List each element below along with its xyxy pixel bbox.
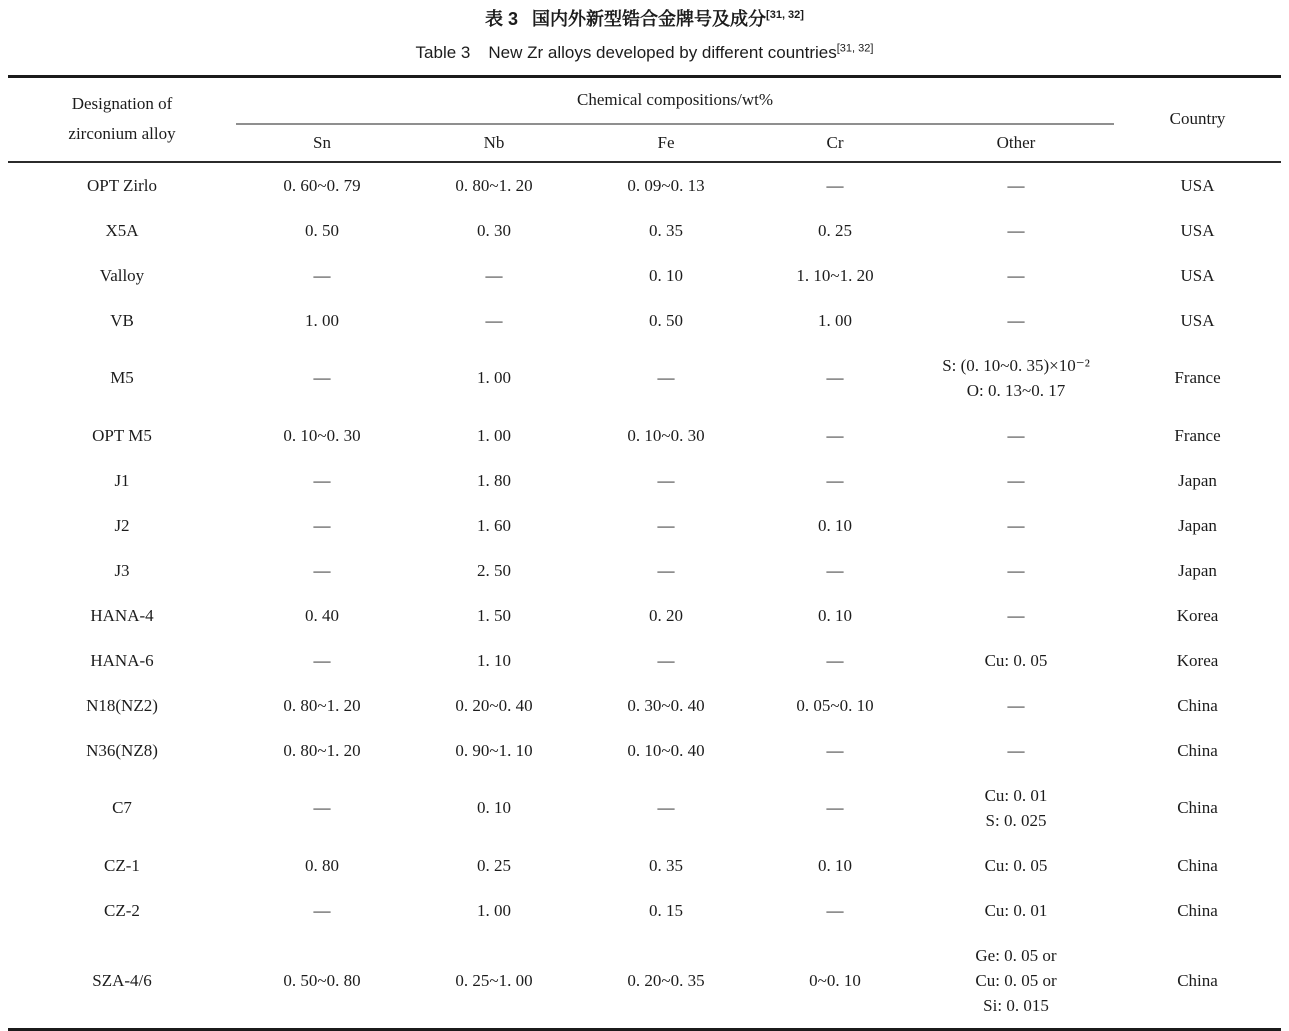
alloy-name-cell: J2: [114, 515, 130, 535]
other-value-cell: [918, 162, 1114, 208]
nb-value-cell: 1. 60: [477, 515, 511, 535]
other-value-cell: [918, 458, 1114, 503]
country-cell: Korea: [1176, 605, 1219, 625]
sn-value-cell: 1. 00: [305, 310, 339, 330]
nb-column-header: Nb: [408, 124, 580, 162]
sn-value-cell: —: [313, 265, 331, 285]
table-row: [8, 208, 1281, 253]
fe-value-cell: 0. 50: [649, 310, 683, 330]
sn-value-cell: —: [313, 900, 331, 920]
fe-value-cell: 0. 35: [649, 855, 683, 875]
caption-en-title: New Zr alloys developed by different countries: [488, 43, 837, 62]
other-value-line: S: 0. 025: [985, 810, 1047, 830]
alloy-name-cell: X5A: [105, 220, 139, 240]
table-row: [8, 298, 1281, 343]
table-row: [8, 773, 1281, 843]
sn-column-header: Sn: [236, 124, 408, 162]
alloy-name-cell: OPT M5: [92, 425, 152, 445]
sn-value-cell: 0. 10~0. 30: [283, 425, 361, 445]
alloy-name-cell: OPT Zirlo: [86, 175, 158, 195]
cr-value-cell: —: [826, 425, 844, 445]
alloy-name-cell: Valloy: [99, 265, 145, 285]
fe-value-cell: 0. 15: [649, 900, 683, 920]
designation-header: [8, 77, 236, 162]
other-value-line: —: [1007, 310, 1025, 330]
nb-value-cell: 1. 50: [477, 605, 511, 625]
fe-value-cell: —: [657, 798, 675, 817]
table-row: [8, 162, 1281, 208]
nb-value-cell: 0. 90~1. 10: [455, 740, 533, 760]
other-value-cell: [918, 933, 1114, 1030]
alloy-name-cell: N36(NZ8): [86, 740, 158, 760]
table-row: [8, 728, 1281, 773]
table-row: [8, 413, 1281, 458]
caption-zh-reference: [31, 32]: [766, 9, 804, 21]
sn-value-cell: —: [313, 368, 331, 387]
table-row: [8, 253, 1281, 298]
country-cell: China: [1177, 798, 1218, 817]
other-value-line: —: [1007, 425, 1025, 445]
alloy-name-cell: C7: [112, 798, 132, 817]
sn-value-cell: 0. 50~0. 80: [283, 970, 361, 990]
header-row-groups: [8, 77, 1281, 124]
nb-value-cell: 1. 10: [477, 650, 511, 670]
table-row: [8, 503, 1281, 548]
other-value-line: Si: 0. 015: [983, 995, 1049, 1015]
table-row: [8, 638, 1281, 683]
country-cell: Korea: [1176, 650, 1219, 670]
other-value-line: S: (0. 10~0. 35)×10⁻²: [942, 355, 1090, 375]
country-cell: China: [1177, 740, 1218, 760]
country-cell: USA: [1180, 265, 1215, 285]
table-row: [8, 343, 1281, 413]
table-caption-en: [8, 41, 1281, 65]
fe-value-cell: 0. 35: [649, 220, 683, 240]
other-value-line: Cu: 0. 01: [984, 900, 1048, 920]
cr-value-cell: 0~0. 10: [809, 970, 861, 990]
other-value-cell: [918, 593, 1114, 638]
nb-value-cell: 1. 00: [477, 900, 511, 920]
country-cell: Japan: [1178, 560, 1217, 580]
nb-value-cell: 0. 25~1. 00: [455, 970, 533, 990]
other-value-cell: [918, 503, 1114, 548]
cr-value-cell: 0. 25: [818, 220, 852, 240]
cr-value-cell: —: [826, 740, 844, 760]
fe-value-cell: 0. 10~0. 30: [627, 425, 705, 445]
cr-column-header: Cr: [752, 124, 918, 162]
table-caption-zh: [8, 6, 1281, 32]
nb-value-cell: —: [485, 265, 503, 285]
other-value-line: Ge: 0. 05 or: [975, 945, 1057, 965]
other-value-cell: [918, 843, 1114, 888]
nb-value-cell: 0. 25: [477, 855, 511, 875]
country-cell: France: [1174, 368, 1221, 387]
cr-value-cell: —: [826, 798, 844, 817]
other-value-cell: [918, 253, 1114, 298]
alloy-composition-table: [8, 75, 1281, 1031]
sn-value-cell: 0. 40: [305, 605, 339, 625]
other-value-line: —: [1007, 220, 1025, 240]
caption-zh-title: 国内外新型锆合金牌号及成分: [532, 9, 767, 29]
designation-header-line: zirconium alloy: [68, 124, 176, 144]
nb-value-cell: 0. 10: [477, 798, 511, 817]
table-row: [8, 458, 1281, 503]
cr-value-cell: —: [826, 900, 844, 920]
alloy-name-cell: N18(NZ2): [86, 695, 158, 715]
cr-value-cell: 0. 10: [818, 515, 852, 535]
cr-value-cell: 0. 05~0. 10: [796, 695, 874, 715]
fe-value-cell: 0. 30~0. 40: [627, 695, 705, 715]
other-value-cell: [918, 343, 1114, 413]
fe-value-cell: 0. 09~0. 13: [627, 175, 705, 195]
alloy-name-cell: HANA-6: [90, 650, 154, 670]
alloy-name-cell: J3: [114, 560, 130, 580]
nb-value-cell: 0. 30: [477, 220, 511, 240]
caption-en-reference: [31, 32]: [836, 42, 874, 55]
other-value-line: —: [1007, 175, 1025, 195]
cr-value-cell: —: [826, 470, 844, 490]
fe-value-cell: —: [657, 560, 675, 580]
sn-value-cell: —: [313, 650, 331, 670]
caption-zh-prefix: 表 3: [485, 9, 519, 29]
other-value-cell: [918, 548, 1114, 593]
other-value-line: —: [1007, 265, 1025, 285]
country-cell: China: [1177, 695, 1218, 715]
nb-value-cell: 1. 80: [477, 470, 511, 490]
other-value-cell: [918, 298, 1114, 343]
alloy-name-cell: M5: [110, 368, 134, 387]
nb-value-cell: 1. 00: [477, 425, 511, 445]
alloy-name-cell: HANA-4: [90, 605, 154, 625]
cr-value-cell: 0. 10: [818, 855, 852, 875]
cr-value-cell: —: [826, 175, 844, 195]
sn-value-cell: —: [313, 470, 331, 490]
cr-value-cell: —: [826, 368, 844, 387]
nb-value-cell: 0. 20~0. 40: [455, 695, 533, 715]
nb-value-cell: 2. 50: [477, 560, 511, 580]
country-cell: China: [1177, 900, 1218, 920]
sn-value-cell: —: [313, 560, 331, 580]
table-row: [8, 843, 1281, 888]
other-value-cell: [918, 728, 1114, 773]
fe-value-cell: —: [657, 515, 675, 535]
other-value-line: —: [1007, 470, 1025, 490]
country-header: Country: [1114, 77, 1281, 162]
other-value-line: Cu: 0. 01: [984, 785, 1048, 805]
nb-value-cell: —: [485, 310, 503, 330]
fe-value-cell: —: [657, 650, 675, 670]
other-value-cell: [918, 638, 1114, 683]
country-cell: USA: [1180, 220, 1215, 240]
other-value-cell: [918, 888, 1114, 933]
other-value-line: —: [1007, 605, 1025, 625]
sn-value-cell: —: [313, 798, 331, 817]
fe-value-cell: —: [657, 470, 675, 490]
cr-value-cell: —: [826, 560, 844, 580]
designation-header-line: Designation of: [71, 94, 173, 114]
country-cell: France: [1174, 425, 1221, 445]
fe-value-cell: 0. 20~0. 35: [627, 970, 705, 990]
fe-value-cell: 0. 10~0. 40: [627, 740, 705, 760]
fe-value-cell: 0. 20: [649, 605, 683, 625]
cr-value-cell: 1. 00: [818, 310, 852, 330]
table-body: [8, 162, 1281, 1030]
table-row: [8, 683, 1281, 728]
other-value-line: O: 0. 13~0. 17: [966, 380, 1066, 400]
table-row: [8, 548, 1281, 593]
other-value-line: Cu: 0. 05: [984, 855, 1048, 875]
country-cell: USA: [1180, 175, 1215, 195]
alloy-name-cell: VB: [110, 310, 134, 330]
sn-value-cell: —: [313, 515, 331, 535]
table-row: [8, 888, 1281, 933]
other-value-cell: [918, 773, 1114, 843]
country-cell: Japan: [1178, 470, 1217, 490]
table-row: [8, 593, 1281, 638]
other-value-cell: [918, 208, 1114, 253]
country-cell: Japan: [1178, 515, 1217, 535]
country-cell: China: [1177, 970, 1218, 990]
sn-value-cell: 0. 50: [305, 220, 339, 240]
fe-value-cell: 0. 10: [649, 265, 683, 285]
other-value-line: —: [1007, 560, 1025, 580]
fe-column-header: Fe: [580, 124, 752, 162]
table-header: [8, 77, 1281, 162]
sn-value-cell: 0. 60~0. 79: [283, 175, 361, 195]
sn-value-cell: 0. 80: [305, 855, 339, 875]
other-value-line: —: [1007, 515, 1025, 535]
sn-value-cell: 0. 80~1. 20: [283, 740, 361, 760]
table-row: [8, 933, 1281, 1030]
sn-value-cell: 0. 80~1. 20: [283, 695, 361, 715]
nb-value-cell: 0. 80~1. 20: [455, 175, 533, 195]
cr-value-cell: 1. 10~1. 20: [796, 265, 874, 285]
alloy-name-cell: SZA-4/6: [92, 970, 152, 990]
other-value-cell: [918, 413, 1114, 458]
alloy-name-cell: CZ-1: [104, 855, 140, 875]
other-value-line: Cu: 0. 05: [984, 650, 1048, 670]
country-cell: China: [1177, 855, 1218, 875]
other-value-line: Cu: 0. 05 or: [975, 970, 1057, 990]
chemical-compositions-header: Chemical compositions/wt%: [236, 77, 1114, 124]
cr-value-cell: —: [826, 650, 844, 670]
other-value-line: —: [1007, 740, 1025, 760]
other-column-header: Other: [918, 124, 1114, 162]
other-value-cell: [918, 683, 1114, 728]
nb-value-cell: 1. 00: [477, 368, 511, 387]
caption-en-prefix: Table 3: [415, 43, 471, 62]
other-value-line: —: [1007, 695, 1025, 715]
alloy-name-cell: CZ-2: [104, 900, 140, 920]
alloy-name-cell: J1: [114, 470, 130, 490]
fe-value-cell: —: [657, 368, 675, 387]
cr-value-cell: 0. 10: [818, 605, 852, 625]
country-cell: USA: [1180, 310, 1215, 330]
